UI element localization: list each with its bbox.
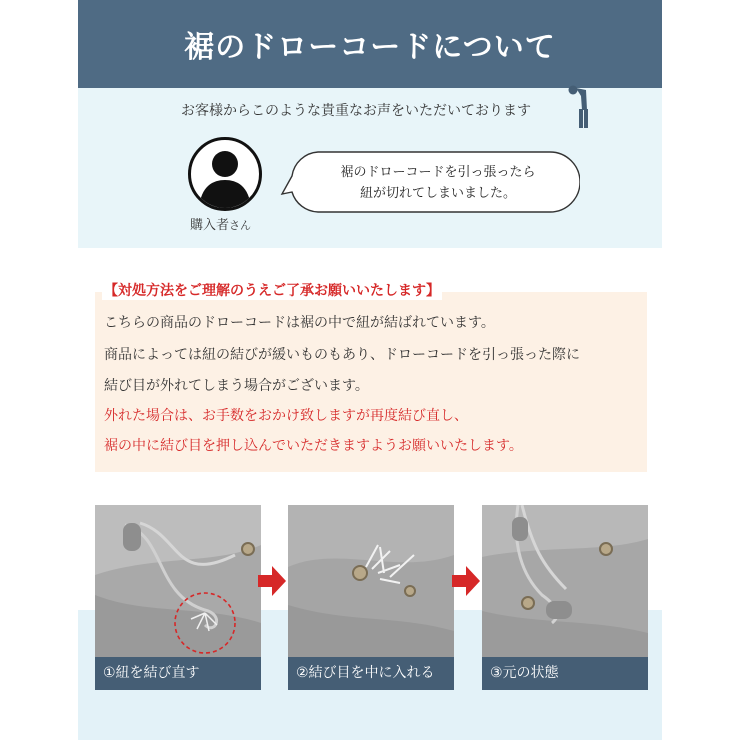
step-1-photo (95, 505, 261, 657)
instruction-line: 結び目が外れてしまう場合がございます。 (104, 378, 369, 394)
step-3-photo (482, 505, 648, 657)
instruction-line: こちらの商品のドローコードは裾の中で紐が結ばれています。 (104, 315, 495, 331)
bubble-line: 紐が切れてしまいました。 (359, 186, 516, 201)
page-title: 裾のドローコードについて (184, 30, 556, 65)
bubble-line: 裾のドローコードを引っ張ったら (340, 165, 536, 180)
buyer-suffix: さん (229, 219, 252, 232)
buyer-label (190, 214, 251, 233)
voice-intro-text: お客様からこのような貴重なお声をいただいております (181, 103, 531, 119)
instruction-line-emphasis: 外れた場合は、お手数をおかけ致しますが再度結び直し、 (104, 408, 468, 424)
speech-bubble-text (300, 162, 576, 204)
step-2-photo (288, 505, 454, 657)
step-2-caption: ②結び目を中に入れる (288, 657, 454, 690)
instruction-line: 商品によっては紐の結びが緩いものもあり、ドローコードを引っ張った際に (104, 347, 580, 363)
step-1-caption: ①紐を結び直す (95, 657, 261, 690)
buyer-label-text: 購入者 (190, 218, 230, 233)
arrow-right-icon (258, 566, 286, 596)
user-silhouette-icon (191, 140, 259, 208)
header-banner (78, 0, 662, 88)
step-3-caption: ③元の状態 (482, 657, 648, 690)
instruction-line-emphasis: 裾の中に結び目を押し込んでいただきますようお願いいたします。 (104, 438, 523, 454)
instructions-heading: 【対処方法をご理解のうえご了承お願いいたします】 (102, 280, 442, 300)
bowing-person-icon (566, 80, 594, 130)
arrow-right-icon (452, 566, 480, 596)
buyer-avatar (188, 137, 262, 211)
